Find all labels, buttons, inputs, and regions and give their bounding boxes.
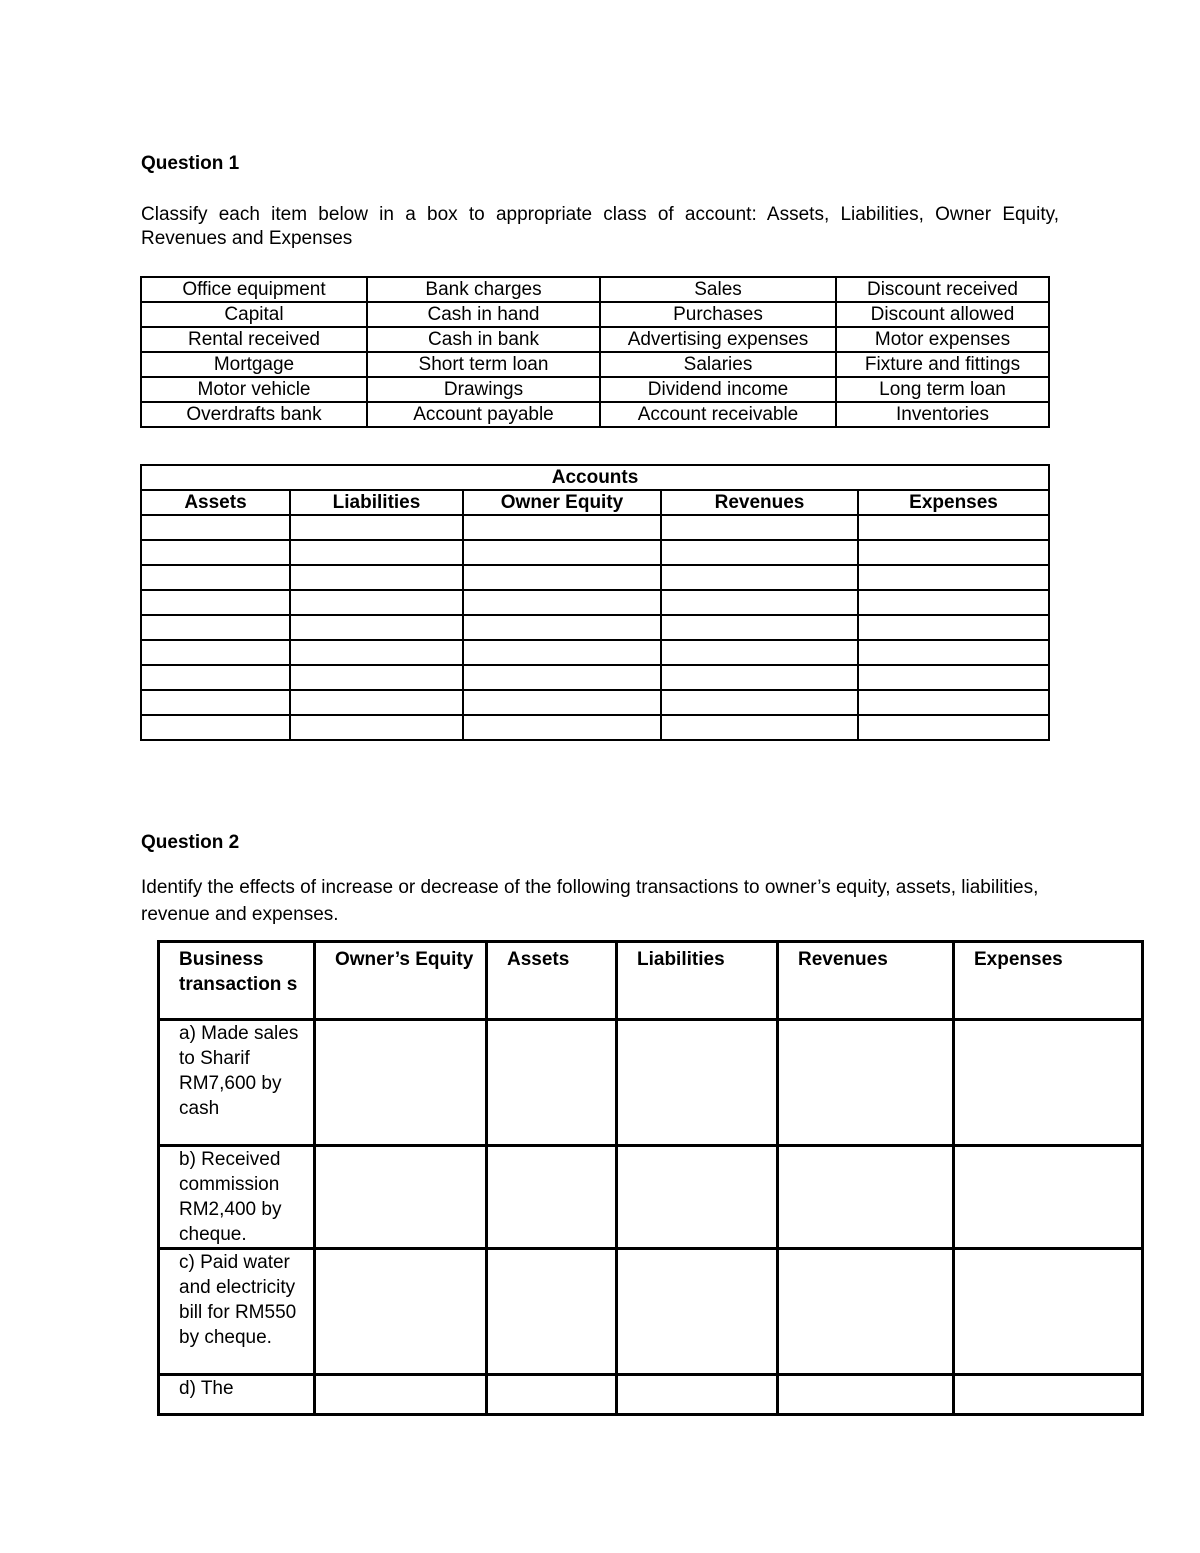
item-cell: Motor vehicle: [141, 377, 367, 402]
accounts-row: [141, 640, 1049, 665]
item-cell: Fixture and fittings: [836, 352, 1049, 377]
answer-cell[interactable]: [617, 1146, 778, 1249]
answer-cell[interactable]: [290, 590, 463, 615]
answer-cell[interactable]: [858, 540, 1049, 565]
answer-cell[interactable]: [617, 1020, 778, 1146]
answer-cell[interactable]: [141, 665, 290, 690]
item-cell: Account payable: [367, 402, 600, 427]
answer-cell[interactable]: [463, 590, 661, 615]
answer-cell[interactable]: [463, 540, 661, 565]
item-cell: Inventories: [836, 402, 1049, 427]
answer-cell[interactable]: [141, 690, 290, 715]
answer-cell[interactable]: [661, 515, 858, 540]
answer-cell[interactable]: [315, 1146, 487, 1249]
answer-cell[interactable]: [141, 515, 290, 540]
item-cell: Account receivable: [600, 402, 836, 427]
accounts-header-revenues: Revenues: [661, 490, 858, 515]
answer-cell[interactable]: [487, 1020, 617, 1146]
answer-cell[interactable]: [858, 715, 1049, 740]
answer-cell[interactable]: [463, 615, 661, 640]
answer-cell[interactable]: [290, 665, 463, 690]
answer-cell[interactable]: [778, 1375, 954, 1415]
accounts-row: [141, 565, 1049, 590]
answer-cell[interactable]: [778, 1146, 954, 1249]
item-cell: Cash in bank: [367, 327, 600, 352]
answer-cell[interactable]: [290, 640, 463, 665]
answer-cell[interactable]: [858, 640, 1049, 665]
answer-cell[interactable]: [141, 590, 290, 615]
item-cell: Long term loan: [836, 377, 1049, 402]
answer-cell[interactable]: [315, 1375, 487, 1415]
answer-cell[interactable]: [141, 615, 290, 640]
answer-cell[interactable]: [463, 665, 661, 690]
item-cell: Office equipment: [141, 277, 367, 302]
items-row: [141, 377, 1049, 402]
answer-cell[interactable]: [463, 565, 661, 590]
answer-cell[interactable]: [290, 715, 463, 740]
answer-cell[interactable]: [617, 1375, 778, 1415]
transaction-description: d) The: [159, 1375, 315, 1415]
item-cell: Cash in hand: [367, 302, 600, 327]
answer-cell[interactable]: [487, 1375, 617, 1415]
answer-cell[interactable]: [290, 515, 463, 540]
answer-cell[interactable]: [661, 690, 858, 715]
accounts-row: [141, 715, 1049, 740]
items-row: [141, 302, 1049, 327]
answer-cell[interactable]: [141, 715, 290, 740]
accounts-row: [141, 590, 1049, 615]
trans-header-liabilities: Liabilities: [617, 942, 778, 1020]
answer-cell[interactable]: [858, 565, 1049, 590]
answer-cell[interactable]: [290, 690, 463, 715]
answer-cell[interactable]: [858, 515, 1049, 540]
items-row: [141, 402, 1049, 427]
answer-cell[interactable]: [463, 640, 661, 665]
answer-cell[interactable]: [858, 665, 1049, 690]
answer-cell[interactable]: [141, 565, 290, 590]
question-1-title: Question 1: [141, 153, 240, 174]
answer-cell[interactable]: [661, 540, 858, 565]
items-table: [140, 276, 1050, 428]
accounts-table: [140, 464, 1050, 741]
answer-cell[interactable]: [463, 690, 661, 715]
accounts-row: [141, 690, 1049, 715]
answer-cell[interactable]: [954, 1249, 1143, 1375]
answer-cell[interactable]: [290, 540, 463, 565]
answer-cell[interactable]: [858, 690, 1049, 715]
answer-cell[interactable]: [290, 615, 463, 640]
accounts-row: [141, 665, 1049, 690]
answer-cell[interactable]: [858, 615, 1049, 640]
question-2-instruction: Identify the effects of increase or decrease of the following transactions to owner’s equity, assets, liabilities, revenue and expenses.: [141, 877, 1039, 925]
answer-cell[interactable]: [954, 1146, 1143, 1249]
answer-cell[interactable]: [661, 615, 858, 640]
answer-cell[interactable]: [661, 715, 858, 740]
answer-cell[interactable]: [463, 715, 661, 740]
item-cell: Capital: [141, 302, 367, 327]
item-cell: Dividend income: [600, 377, 836, 402]
trans-header-owners-equity: Owner’s Equity: [315, 942, 487, 1020]
answer-cell[interactable]: [661, 590, 858, 615]
items-row: [141, 327, 1049, 352]
item-cell: Sales: [600, 277, 836, 302]
accounts-row: [141, 515, 1049, 540]
items-row: [141, 277, 1049, 302]
answer-cell[interactable]: [487, 1146, 617, 1249]
answer-cell[interactable]: [290, 565, 463, 590]
accounts-header-expenses: Expenses: [858, 490, 1049, 515]
transaction-description: c) Paid water and electricity bill for RM550 by cheque.: [159, 1249, 315, 1375]
question-2-title: Question 2: [141, 832, 240, 853]
item-cell: Drawings: [367, 377, 600, 402]
answer-cell[interactable]: [661, 640, 858, 665]
item-cell: Advertising expenses: [600, 327, 836, 352]
transaction-row: [159, 1249, 1143, 1375]
item-cell: Mortgage: [141, 352, 367, 377]
item-cell: Purchases: [600, 302, 836, 327]
answer-cell[interactable]: [858, 590, 1049, 615]
accounts-row: [141, 615, 1049, 640]
transaction-description: a) Made sales to Sharif RM7,600 by cash: [159, 1020, 315, 1146]
accounts-header-assets: Assets: [141, 490, 290, 515]
trans-header-revenues: Revenues: [778, 942, 954, 1020]
transaction-row: [159, 1375, 1143, 1415]
transactions-table: [157, 940, 1144, 1416]
answer-cell[interactable]: [315, 1249, 487, 1375]
item-cell: Overdrafts bank: [141, 402, 367, 427]
transaction-row: [159, 1146, 1143, 1249]
transaction-description: b) Received commission RM2,400 by cheque.: [159, 1146, 315, 1249]
answer-cell[interactable]: [778, 1249, 954, 1375]
answer-cell[interactable]: [141, 540, 290, 565]
trans-header-business-transactions: Business transaction s: [159, 942, 315, 1020]
answer-cell[interactable]: [617, 1249, 778, 1375]
answer-cell[interactable]: [778, 1020, 954, 1146]
answer-cell[interactable]: [487, 1249, 617, 1375]
answer-cell[interactable]: [954, 1375, 1143, 1415]
answer-cell[interactable]: [661, 565, 858, 590]
accounts-header-liabilities: Liabilities: [290, 490, 463, 515]
accounts-table-title: Accounts: [141, 465, 1049, 490]
question-1-instruction: Classify each item below in a box to appropriate class of account: Assets, Liabilities, Owner Equity, Revenues and Expenses: [141, 204, 1059, 249]
item-cell: Bank charges: [367, 277, 600, 302]
trans-header-assets: Assets: [487, 942, 617, 1020]
item-cell: Discount allowed: [836, 302, 1049, 327]
item-cell: Salaries: [600, 352, 836, 377]
answer-cell[interactable]: [954, 1020, 1143, 1146]
trans-header-expenses: Expenses: [954, 942, 1143, 1020]
answer-cell[interactable]: [315, 1020, 487, 1146]
accounts-row: [141, 540, 1049, 565]
answer-cell[interactable]: [661, 665, 858, 690]
items-row: [141, 352, 1049, 377]
answer-cell[interactable]: [463, 515, 661, 540]
transaction-row: [159, 1020, 1143, 1146]
item-cell: Short term loan: [367, 352, 600, 377]
item-cell: Motor expenses: [836, 327, 1049, 352]
answer-cell[interactable]: [141, 640, 290, 665]
item-cell: Rental received: [141, 327, 367, 352]
accounts-header-owner-equity: Owner Equity: [463, 490, 661, 515]
item-cell: Discount received: [836, 277, 1049, 302]
